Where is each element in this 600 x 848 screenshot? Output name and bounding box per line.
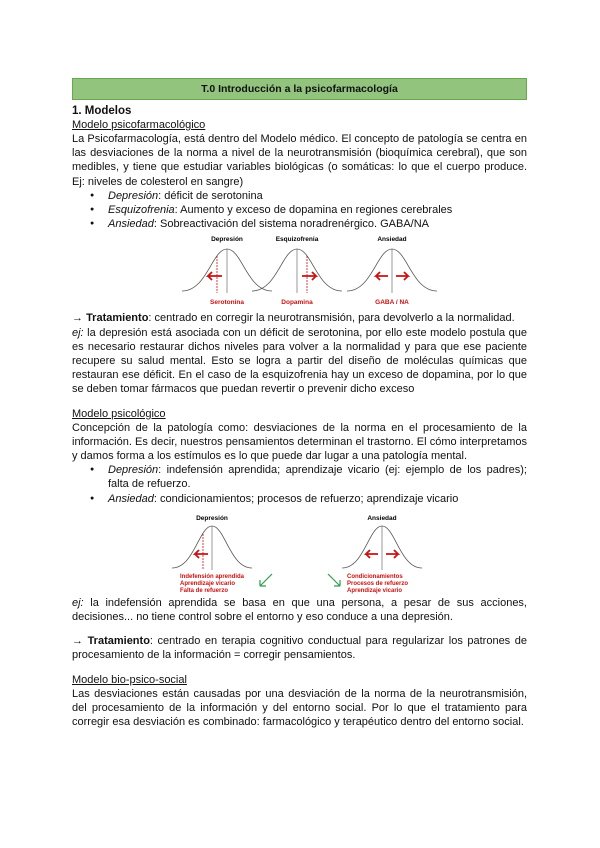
list-item — [108, 203, 527, 217]
figure-list-item: Indefensión aprendida — [180, 573, 245, 580]
list-item — [108, 189, 527, 203]
figure-label-gaba-na: GABA / NA — [375, 299, 409, 307]
bullet-term: Depresión — [108, 189, 159, 202]
subheading-biopsicosocial: Modelo bio-psico-social — [72, 673, 187, 686]
figure-label-depresion: Depresión — [211, 236, 243, 244]
bullet-term: Ansiedad — [108, 218, 154, 231]
figure-list-item: Aprendizaje vicario — [180, 580, 236, 587]
paragraph-treatment-psicofarmacologico — [72, 311, 527, 325]
bullet-text: : Aumento y exceso de dopamina en regiones cerebrales — [174, 204, 453, 217]
figure-label-depresion: Depresión — [196, 514, 228, 522]
paragraph-psicofarmacologico-intro: La Psicofarmacología, está dentro del Modelo médico. El concepto de patología se centra en las desviaciones de la norma a nivel de la neurotransmisión (bioquímica cerebral), que son medibles, y tiene que estudiar variables biológicas (o somáticas: lo que el cuerpo produce. Ej: niveles de colesterol en sangre) — [72, 133, 527, 188]
document-page — [72, 78, 527, 729]
curve-depresion — [182, 236, 272, 306]
bullet-text: : condicionamientos; procesos de refuerzo; aprendizaje vicario — [153, 492, 459, 505]
section-heading: 1. Modelos — [72, 105, 132, 117]
curve-depresion-psicologico — [172, 515, 272, 594]
paragraph-example-psicologico — [72, 596, 527, 624]
spacer — [72, 397, 527, 407]
curve-ansiedad-psicologico — [328, 515, 422, 594]
figure-label-esquizofrenia: Esquizofrenia — [275, 236, 319, 244]
list-item — [108, 463, 527, 491]
paragraph-psicologico-intro: Concepción de la patología como: desviaciones de la norma en el procesamiento de la información. Es decir, nuestros pensamientos determinan el trastorno. El cómo interpretamos y damos forma a los estímulos es lo que puede dar lugar a una patología mental. — [72, 421, 527, 463]
spacer — [72, 663, 527, 673]
arrow-glyph: → — [72, 635, 83, 648]
figure-list-item: Procesos de refuerzo — [347, 580, 409, 587]
treatment-label: Tratamiento — [86, 312, 149, 325]
bullet-term: Depresión — [108, 464, 159, 477]
figure-list-item: Condicionamientos — [347, 573, 403, 580]
treatment-text: : centrado en corregir la neurotransmisión, para devolverlo a la normalidad. — [148, 312, 515, 325]
curve-esquizofrenia — [252, 236, 342, 306]
neurotransmission-figure — [72, 231, 527, 311]
psychological-figure — [72, 506, 527, 596]
subheading-psicofarmacologico: Modelo psicofarmacológico — [72, 119, 206, 131]
figure-list-item: Falta de refuerzo — [180, 587, 229, 594]
figure-label-serotonina: Serotonina — [210, 299, 244, 307]
example-text: la depresión está asociada con un déficit de serotonina, por ello este modelo postula que es necesario restaurar dichos niveles para volver a la normalidad y para que ese paciente recupere su salud mental. Esto se logra a partir del diseño de moléculas químicas que restauran ese déficit. En el caso de la esquizofrenia hay un exceso de dopamina, por lo que se deben tomar fármacos que puedan revertir o prevenir dicho exceso — [72, 326, 527, 396]
bullet-text: : déficit de serotonina — [158, 189, 263, 202]
bullet-list-psicofarmacologico — [72, 189, 527, 232]
figure-label-dopamina: Dopamina — [281, 299, 313, 307]
bullet-text: : Sobreactivación del sistema noradrenérgico. GABA/NA — [153, 218, 430, 231]
list-item — [108, 492, 527, 506]
bullet-text: : indefensión aprendida; aprendizaje vicario (ej: ejemplo de los padres); falta de refuerzo. — [108, 464, 527, 491]
figure-list-item: Aprendizaje vicario — [347, 587, 403, 594]
list-item — [108, 217, 527, 231]
example-text: la indefensión aprendida se basa en que una persona, a pesar de sus acciones, decisiones... no tiene control sobre el entorno y eso conduce a una depresión. — [72, 596, 527, 624]
bullet-term: Esquizofrenia — [108, 204, 175, 217]
treatment-label: Tratamiento — [87, 635, 150, 648]
paragraph-example-psicofarmacologico — [72, 326, 527, 397]
bullet-term: Ansiedad — [108, 492, 154, 505]
page-title: T.0 Introducción a la psicofarmacología — [72, 78, 527, 100]
figure-label-ansiedad: Ansiedad — [367, 514, 397, 522]
arrow-glyph: → — [72, 312, 83, 325]
figure-label-ansiedad: Ansiedad — [377, 236, 407, 244]
bullet-list-psicologico — [72, 463, 527, 506]
paragraph-treatment-psicologico — [72, 634, 527, 662]
paragraph-biopsicosocial-intro: Las desviaciones están causadas por una desviación de la norma de la neurotransmisión, del procesamiento de la información y del entorno social. Por lo que el tratamiento para corregir esa desviación es combinado: farmacológico y terapéutico dentro del entorno social. — [72, 687, 527, 729]
example-label: ej: — [72, 596, 84, 609]
example-label: ej: — [72, 326, 84, 339]
subheading-psicologico: Modelo psicológico — [72, 407, 166, 420]
curve-ansiedad — [347, 236, 437, 306]
treatment-text: : centrado en terapia cognitivo conductual para regularizar los patrones de procesamiento de la información = corregir pensamientos. — [72, 635, 527, 662]
spacer — [72, 624, 527, 634]
